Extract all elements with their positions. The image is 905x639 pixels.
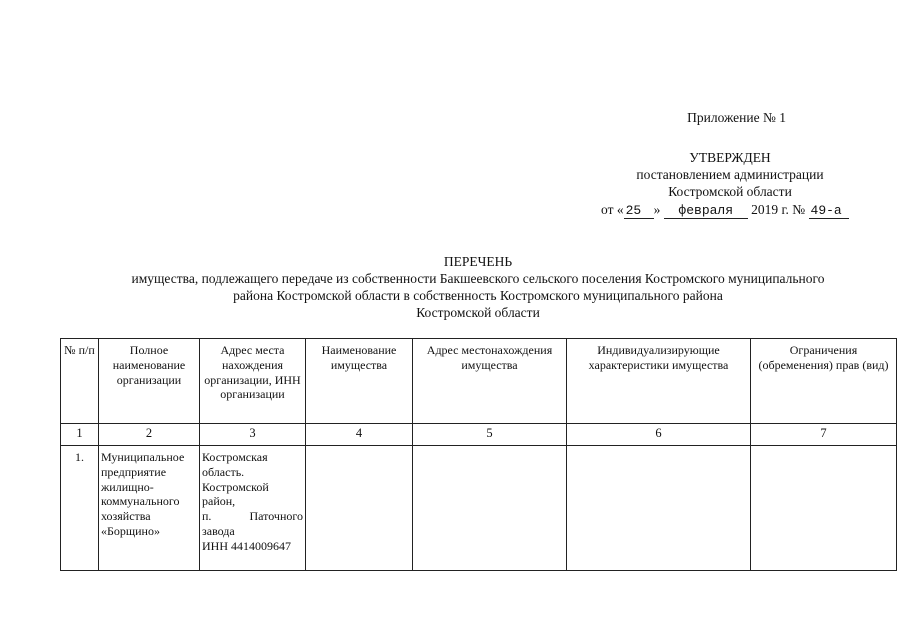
row-characteristics <box>567 446 751 571</box>
property-table <box>60 338 897 571</box>
header-cell-property-address: Адрес местонахождения имущества <box>413 339 567 424</box>
address-line: завода <box>202 523 235 538</box>
row-org-name <box>99 446 200 571</box>
row-restrictions <box>751 446 897 571</box>
row-property-name <box>306 446 413 571</box>
list-subtitle-3: Костромской области <box>416 305 540 320</box>
date-quote-close: » <box>653 202 661 217</box>
date-day: 25 <box>624 204 654 219</box>
table-row <box>61 446 897 571</box>
org-line: хозяйства <box>101 509 151 524</box>
org-line: «Борщино» <box>101 523 160 538</box>
number-cell: 3 <box>200 424 306 446</box>
row-number: 1. <box>61 446 99 571</box>
header-cell-num: № п/п <box>61 339 99 424</box>
address-settlement-name: Паточного <box>249 509 303 524</box>
number-cell: 2 <box>99 424 200 446</box>
address-settlement-prefix: п. <box>202 509 212 524</box>
header-cell-characteristics: Индивидуализирующие характеристики имущества <box>567 339 751 424</box>
number-cell: 7 <box>751 424 897 446</box>
row-property-address <box>413 446 567 571</box>
approval-date-line <box>601 201 871 219</box>
list-subtitle-1: имущества, подлежащего передаче из собственности Бакшеевского сельского поселения Костромского муниципального <box>131 271 825 286</box>
number-cell: 1 <box>61 424 99 446</box>
number-cell: 4 <box>306 424 413 446</box>
list-title: ПЕРЕЧЕНЬ <box>443 254 513 269</box>
date-prefix: от « <box>601 202 624 217</box>
header-cell-restrictions: Ограничения (обременения) прав (вид) <box>751 339 897 424</box>
approval-line-1: постановлением администрации <box>636 167 824 182</box>
inn-line: ИНН 4414009647 <box>202 538 291 553</box>
number-cell: 5 <box>413 424 567 446</box>
approval-line-2: Костромской области <box>668 184 792 199</box>
appendix-label: Приложение № 1 <box>687 110 786 125</box>
doc-number: 49-а <box>809 204 849 219</box>
org-line: коммунального <box>101 494 180 509</box>
date-month: февраля <box>664 204 748 219</box>
org-line: жилищно- <box>101 479 154 494</box>
address-line-settlement <box>202 509 303 524</box>
row-org-address <box>200 446 306 571</box>
address-line: область. <box>202 464 245 479</box>
header-cell-org-address: Адрес места нахождения организации, ИНН организации <box>200 339 306 424</box>
table-number-row <box>61 424 897 446</box>
address-line: Костромская <box>202 450 268 464</box>
address-line: район, <box>202 494 236 509</box>
header-cell-org-name: Полное наименование организации <box>99 339 200 424</box>
address-line: Костромской <box>202 479 269 494</box>
org-line: предприятие <box>101 464 167 479</box>
date-year: 2019 г. № <box>751 202 806 217</box>
list-subtitle-2: района Костромской области в собственность Костромского муниципального района <box>233 288 723 303</box>
table-header-row <box>61 339 897 424</box>
header-cell-property-name: Наименование имущества <box>306 339 413 424</box>
approval-title: УТВЕРЖДЕН <box>689 150 771 165</box>
org-line: Муниципальное <box>101 450 185 464</box>
number-cell: 6 <box>567 424 751 446</box>
